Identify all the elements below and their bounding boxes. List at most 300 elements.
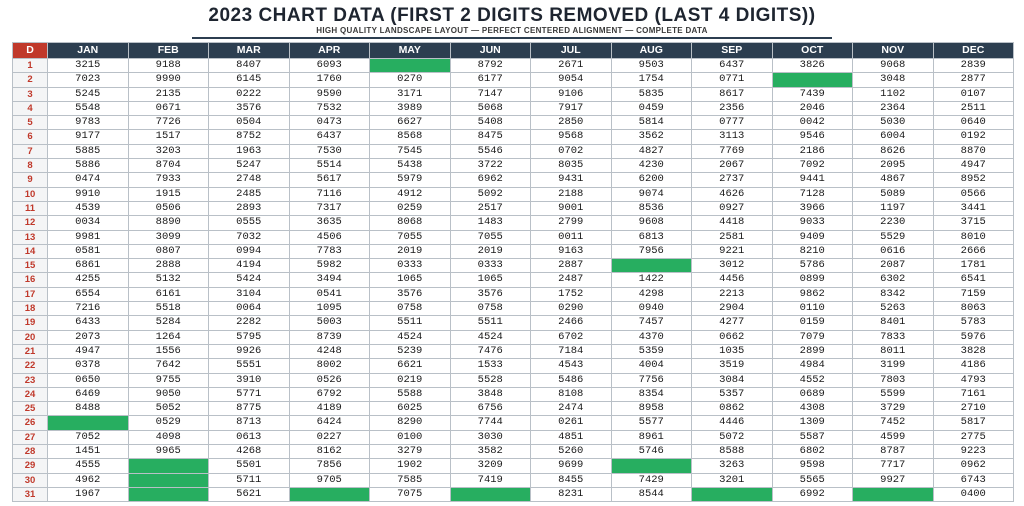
table-cell: 7530 — [289, 144, 370, 158]
table-row — [13, 273, 1014, 287]
table-cell: 2710 — [933, 402, 1014, 416]
table-cell: 0506 — [128, 201, 209, 215]
table-cell: 2188 — [531, 187, 612, 201]
table-cell: 3099 — [128, 230, 209, 244]
table-cell: 8010 — [933, 230, 1014, 244]
table-cell: 4506 — [289, 230, 370, 244]
table-cell: 2748 — [209, 173, 290, 187]
table-cell: 8739 — [289, 330, 370, 344]
table-cell: 0474 — [48, 173, 129, 187]
table-cell: 5588 — [370, 387, 451, 401]
table-cell: 9221 — [692, 244, 773, 258]
day-label: 14 — [13, 244, 48, 258]
table-cell: 8035 — [531, 159, 612, 173]
table-cell: 5551 — [209, 359, 290, 373]
table-cell: 0526 — [289, 373, 370, 387]
table-cell: 0459 — [611, 101, 692, 115]
table-cell: 9590 — [289, 87, 370, 101]
table-cell: 4298 — [611, 287, 692, 301]
table-cell: 2737 — [692, 173, 773, 187]
table-cell: 8536 — [611, 201, 692, 215]
table-cell: 5771 — [209, 387, 290, 401]
table-cell: 8475 — [450, 130, 531, 144]
table-cell: 3828 — [933, 344, 1014, 358]
table-cell: 0994 — [209, 244, 290, 258]
table-cell: 3519 — [692, 359, 773, 373]
table-row — [13, 402, 1014, 416]
table-cell: 5132 — [128, 273, 209, 287]
table-cell: 8617 — [692, 87, 773, 101]
table-cell: 2877 — [933, 73, 1014, 87]
table-cell: 9783 — [48, 116, 129, 130]
table-cell: 0219 — [370, 373, 451, 387]
table-cell: 2899 — [772, 344, 853, 358]
table-cell: 5795 — [209, 330, 290, 344]
table-cell: 5786 — [772, 259, 853, 273]
table-body — [13, 59, 1014, 502]
table-cell: 9990 — [128, 73, 209, 87]
table-cell: 3715 — [933, 216, 1014, 230]
table-cell: 9163 — [531, 244, 612, 258]
table-cell: 0110 — [772, 302, 853, 316]
table-cell: 9050 — [128, 387, 209, 401]
table-cell: 9106 — [531, 87, 612, 101]
month-header-jan: JAN — [48, 43, 129, 59]
table-row — [13, 73, 1014, 87]
table-cell: 1264 — [128, 330, 209, 344]
table-cell: 7092 — [772, 159, 853, 173]
table-cell: 2466 — [531, 316, 612, 330]
table-cell: 4867 — [853, 173, 934, 187]
table-cell: 0650 — [48, 373, 129, 387]
table-cell: 7917 — [531, 101, 612, 115]
table-cell: 8775 — [209, 402, 290, 416]
table-cell: 0566 — [933, 187, 1014, 201]
table-cell: 0899 — [772, 273, 853, 287]
table-cell: 6861 — [48, 259, 129, 273]
table-cell: 9546 — [772, 130, 853, 144]
table-cell: 2666 — [933, 244, 1014, 258]
highlight-cell — [853, 487, 934, 501]
table-cell: 7052 — [48, 430, 129, 444]
table-cell: 0400 — [933, 487, 1014, 501]
day-label: 29 — [13, 459, 48, 473]
table-cell: 5546 — [450, 144, 531, 158]
table-cell: 8870 — [933, 144, 1014, 158]
table-cell: 3113 — [692, 130, 773, 144]
table-cell: 0378 — [48, 359, 129, 373]
day-label: 12 — [13, 216, 48, 230]
table-cell: 9503 — [611, 59, 692, 73]
table-cell: 2850 — [531, 116, 612, 130]
table-cell: 2073 — [48, 330, 129, 344]
table-cell: 9568 — [531, 130, 612, 144]
day-label: 19 — [13, 316, 48, 330]
table-cell: 1915 — [128, 187, 209, 201]
table-cell: 9177 — [48, 130, 129, 144]
table-row — [13, 473, 1014, 487]
table-cell: 0504 — [209, 116, 290, 130]
table-cell: 4912 — [370, 187, 451, 201]
table-cell: 0261 — [531, 416, 612, 430]
table-cell: 5528 — [450, 373, 531, 387]
table-cell: 6962 — [450, 173, 531, 187]
table-cell: 7184 — [531, 344, 612, 358]
table-cell: 9409 — [772, 230, 853, 244]
table-cell: 9981 — [48, 230, 129, 244]
table-cell: 0270 — [370, 73, 451, 87]
page-subtitle: HIGH QUALITY LANDSCAPE LAYOUT — PERFECT CENTERED ALIGNMENT — COMPLETE DATA — [316, 26, 708, 35]
month-header-may: MAY — [370, 43, 451, 59]
table-cell: 6756 — [450, 402, 531, 416]
table-cell: 9910 — [48, 187, 129, 201]
table-cell: 0616 — [853, 244, 934, 258]
table-cell: 2019 — [450, 244, 531, 258]
table-row — [13, 359, 1014, 373]
table-cell: 3441 — [933, 201, 1014, 215]
table-cell: 0064 — [209, 302, 290, 316]
table-cell: 7756 — [611, 373, 692, 387]
table-cell: 6437 — [692, 59, 773, 73]
table-cell: 2517 — [450, 201, 531, 215]
table-cell: 1065 — [450, 273, 531, 287]
table-cell: 7147 — [450, 87, 531, 101]
table-cell: 6621 — [370, 359, 451, 373]
table-row — [13, 344, 1014, 358]
month-header-jul: JUL — [531, 43, 612, 59]
table-cell: 7726 — [128, 116, 209, 130]
table-cell: 5511 — [450, 316, 531, 330]
table-cell: 8011 — [853, 344, 934, 358]
table-cell: 5245 — [48, 87, 129, 101]
table-row — [13, 287, 1014, 301]
table-cell: 5511 — [370, 316, 451, 330]
table-cell: 8210 — [772, 244, 853, 258]
highlight-cell — [128, 487, 209, 501]
table-cell: 9068 — [853, 59, 934, 73]
table-cell: 4186 — [933, 359, 1014, 373]
table-cell: 4456 — [692, 273, 773, 287]
table-cell: 6992 — [772, 487, 853, 501]
table-cell: 8002 — [289, 359, 370, 373]
table-cell: 5359 — [611, 344, 692, 358]
table-cell: 6161 — [128, 287, 209, 301]
month-header-apr: APR — [289, 43, 370, 59]
table-cell: 7055 — [450, 230, 531, 244]
table-cell: 5835 — [611, 87, 692, 101]
table-cell: 2046 — [772, 101, 853, 115]
table-cell: 5565 — [772, 473, 853, 487]
table-cell: 8961 — [611, 430, 692, 444]
table-cell: 3562 — [611, 130, 692, 144]
day-label: 25 — [13, 402, 48, 416]
table-cell: 6145 — [209, 73, 290, 87]
table-cell: 9033 — [772, 216, 853, 230]
table-cell: 9608 — [611, 216, 692, 230]
day-label: 4 — [13, 101, 48, 115]
table-cell: 4277 — [692, 316, 773, 330]
table-cell: 4098 — [128, 430, 209, 444]
table-cell: 7476 — [450, 344, 531, 358]
table-cell: 3722 — [450, 159, 531, 173]
table-cell: 0034 — [48, 216, 129, 230]
table-cell: 2186 — [772, 144, 853, 158]
highlight-cell — [128, 459, 209, 473]
table-cell: 8231 — [531, 487, 612, 501]
table-cell: 7032 — [209, 230, 290, 244]
table-cell: 1035 — [692, 344, 773, 358]
table-cell: 7457 — [611, 316, 692, 330]
table-cell: 3635 — [289, 216, 370, 230]
table-cell: 1309 — [772, 416, 853, 430]
table-cell: 3910 — [209, 373, 290, 387]
table-cell: 7744 — [450, 416, 531, 430]
table-cell: 2887 — [531, 259, 612, 273]
day-label: 8 — [13, 159, 48, 173]
table-cell: 4446 — [692, 416, 773, 430]
highlight-cell — [772, 73, 853, 87]
table-cell: 3966 — [772, 201, 853, 215]
table-cell: 4248 — [289, 344, 370, 358]
month-header-mar: MAR — [209, 43, 290, 59]
table-cell: 7161 — [933, 387, 1014, 401]
table-cell: 1517 — [128, 130, 209, 144]
table-cell: 5885 — [48, 144, 129, 158]
table-cell: 2487 — [531, 273, 612, 287]
table-cell: 5052 — [128, 402, 209, 416]
table-cell: 4194 — [209, 259, 290, 273]
table-row — [13, 430, 1014, 444]
table-row — [13, 373, 1014, 387]
table-cell: 0940 — [611, 302, 692, 316]
table-cell: 2904 — [692, 302, 773, 316]
day-label: 10 — [13, 187, 48, 201]
table-cell: 8407 — [209, 59, 290, 73]
table-cell: 2888 — [128, 259, 209, 273]
table-cell: 0100 — [370, 430, 451, 444]
table-cell: 8704 — [128, 159, 209, 173]
table-cell: 5746 — [611, 445, 692, 459]
day-label: 2 — [13, 73, 48, 87]
table-cell: 0640 — [933, 116, 1014, 130]
table-cell: 3989 — [370, 101, 451, 115]
table-cell: 7833 — [853, 330, 934, 344]
table-row — [13, 244, 1014, 258]
table-cell: 6437 — [289, 130, 370, 144]
table-cell: 0777 — [692, 116, 773, 130]
table-row — [13, 59, 1014, 73]
day-label: 26 — [13, 416, 48, 430]
table-row — [13, 130, 1014, 144]
table-row — [13, 116, 1014, 130]
table-cell: 8890 — [128, 216, 209, 230]
highlight-cell — [450, 487, 531, 501]
day-label: 6 — [13, 130, 48, 144]
table-cell: 5979 — [370, 173, 451, 187]
table-cell: 5976 — [933, 330, 1014, 344]
table-cell: 5486 — [531, 373, 612, 387]
table-cell: 0662 — [692, 330, 773, 344]
table-cell: 5814 — [611, 116, 692, 130]
title-divider — [192, 37, 832, 39]
table-row — [13, 259, 1014, 273]
table-cell: 5030 — [853, 116, 934, 130]
table-cell: 3826 — [772, 59, 853, 73]
table-cell: 8290 — [370, 416, 451, 430]
table-cell: 5438 — [370, 159, 451, 173]
table-row — [13, 445, 1014, 459]
table-cell: 5092 — [450, 187, 531, 201]
table-cell: 8792 — [450, 59, 531, 73]
table-cell: 9074 — [611, 187, 692, 201]
table-cell: 4599 — [853, 430, 934, 444]
table-cell: 2799 — [531, 216, 612, 230]
day-label: 5 — [13, 116, 48, 130]
table-cell: 6627 — [370, 116, 451, 130]
table-cell: 5089 — [853, 187, 934, 201]
page-title: 2023 CHART DATA (FIRST 2 DIGITS REMOVED (LAST 4 DIGITS)) — [208, 5, 816, 26]
data-table — [12, 42, 1014, 502]
table-cell: 3048 — [853, 73, 934, 87]
table-cell: 0702 — [531, 144, 612, 158]
table-cell: 7717 — [853, 459, 934, 473]
table-cell: 4851 — [531, 430, 612, 444]
table-cell: 2095 — [853, 159, 934, 173]
table-cell: 6792 — [289, 387, 370, 401]
table-cell: 9699 — [531, 459, 612, 473]
table-cell: 3199 — [853, 359, 934, 373]
table-cell: 1197 — [853, 201, 934, 215]
table-cell: 0671 — [128, 101, 209, 115]
table-cell: 0529 — [128, 416, 209, 430]
table-row — [13, 316, 1014, 330]
table-cell: 9755 — [128, 373, 209, 387]
day-label: 23 — [13, 373, 48, 387]
table-cell: 3263 — [692, 459, 773, 473]
table-cell: 6541 — [933, 273, 1014, 287]
table-cell: 3030 — [450, 430, 531, 444]
table-row — [13, 387, 1014, 401]
table-cell: 0107 — [933, 87, 1014, 101]
table-cell: 0159 — [772, 316, 853, 330]
table-cell: 5408 — [450, 116, 531, 130]
table-cell: 6433 — [48, 316, 129, 330]
table-cell: 7856 — [289, 459, 370, 473]
table-cell: 5817 — [933, 416, 1014, 430]
table-cell: 8108 — [531, 387, 612, 401]
table-cell: 7452 — [853, 416, 934, 430]
table-cell: 8958 — [611, 402, 692, 416]
table-cell: 0333 — [370, 259, 451, 273]
table-cell: 6424 — [289, 416, 370, 430]
table-cell: 5982 — [289, 259, 370, 273]
table-cell: 8568 — [370, 130, 451, 144]
table-row — [13, 87, 1014, 101]
table-cell: 1902 — [370, 459, 451, 473]
table-cell: 7803 — [853, 373, 934, 387]
table-cell: 3215 — [48, 59, 129, 73]
table-cell: 5072 — [692, 430, 773, 444]
month-header-sep: SEP — [692, 43, 773, 59]
table-cell: 3582 — [450, 445, 531, 459]
day-label: 21 — [13, 344, 48, 358]
table-row — [13, 144, 1014, 158]
table-row — [13, 201, 1014, 215]
table-cell: 0541 — [289, 287, 370, 301]
table-cell: 8787 — [853, 445, 934, 459]
table-cell: 3104 — [209, 287, 290, 301]
table-cell: 9927 — [853, 473, 934, 487]
table-cell: 1422 — [611, 273, 692, 287]
table-cell: 3729 — [853, 402, 934, 416]
table-row — [13, 187, 1014, 201]
table-cell: 1754 — [611, 73, 692, 87]
table-cell: 4524 — [370, 330, 451, 344]
table-cell: 3279 — [370, 445, 451, 459]
day-label: 3 — [13, 87, 48, 101]
highlight-cell — [128, 473, 209, 487]
table-cell: 1533 — [450, 359, 531, 373]
table-cell: 8354 — [611, 387, 692, 401]
day-label: 31 — [13, 487, 48, 501]
table-cell: 6025 — [370, 402, 451, 416]
table-cell: 9431 — [531, 173, 612, 187]
table-cell: 0862 — [692, 402, 773, 416]
table-cell: 7642 — [128, 359, 209, 373]
table-row — [13, 302, 1014, 316]
day-label: 28 — [13, 445, 48, 459]
table-cell: 5284 — [128, 316, 209, 330]
table-cell: 3576 — [370, 287, 451, 301]
table-cell: 1781 — [933, 259, 1014, 273]
table-cell: 0927 — [692, 201, 773, 215]
table-cell: 5577 — [611, 416, 692, 430]
table-cell: 6554 — [48, 287, 129, 301]
table-cell: 2775 — [933, 430, 1014, 444]
highlight-cell — [611, 459, 692, 473]
highlight-cell — [48, 416, 129, 430]
table-cell: 9862 — [772, 287, 853, 301]
day-label: 9 — [13, 173, 48, 187]
highlight-cell — [692, 487, 773, 501]
table-row — [13, 101, 1014, 115]
day-label: 16 — [13, 273, 48, 287]
table-row — [13, 216, 1014, 230]
table-cell: 4555 — [48, 459, 129, 473]
table-cell: 2019 — [370, 244, 451, 258]
table-cell: 7128 — [772, 187, 853, 201]
table-cell: 7055 — [370, 230, 451, 244]
table-cell: 4626 — [692, 187, 773, 201]
table-cell: 5501 — [209, 459, 290, 473]
table-cell: 4370 — [611, 330, 692, 344]
table-cell: 4552 — [772, 373, 853, 387]
table-cell: 3084 — [692, 373, 773, 387]
table-cell: 5587 — [772, 430, 853, 444]
table-cell: 7769 — [692, 144, 773, 158]
day-label: 20 — [13, 330, 48, 344]
table-cell: 8063 — [933, 302, 1014, 316]
table-cell: 9965 — [128, 445, 209, 459]
table-cell: 6093 — [289, 59, 370, 73]
table-cell: 9188 — [128, 59, 209, 73]
table-cell: 5239 — [370, 344, 451, 358]
table-cell: 7545 — [370, 144, 451, 158]
table-cell: 8068 — [370, 216, 451, 230]
table-cell: 3576 — [450, 287, 531, 301]
table-cell: 7933 — [128, 173, 209, 187]
table-cell: 4189 — [289, 402, 370, 416]
